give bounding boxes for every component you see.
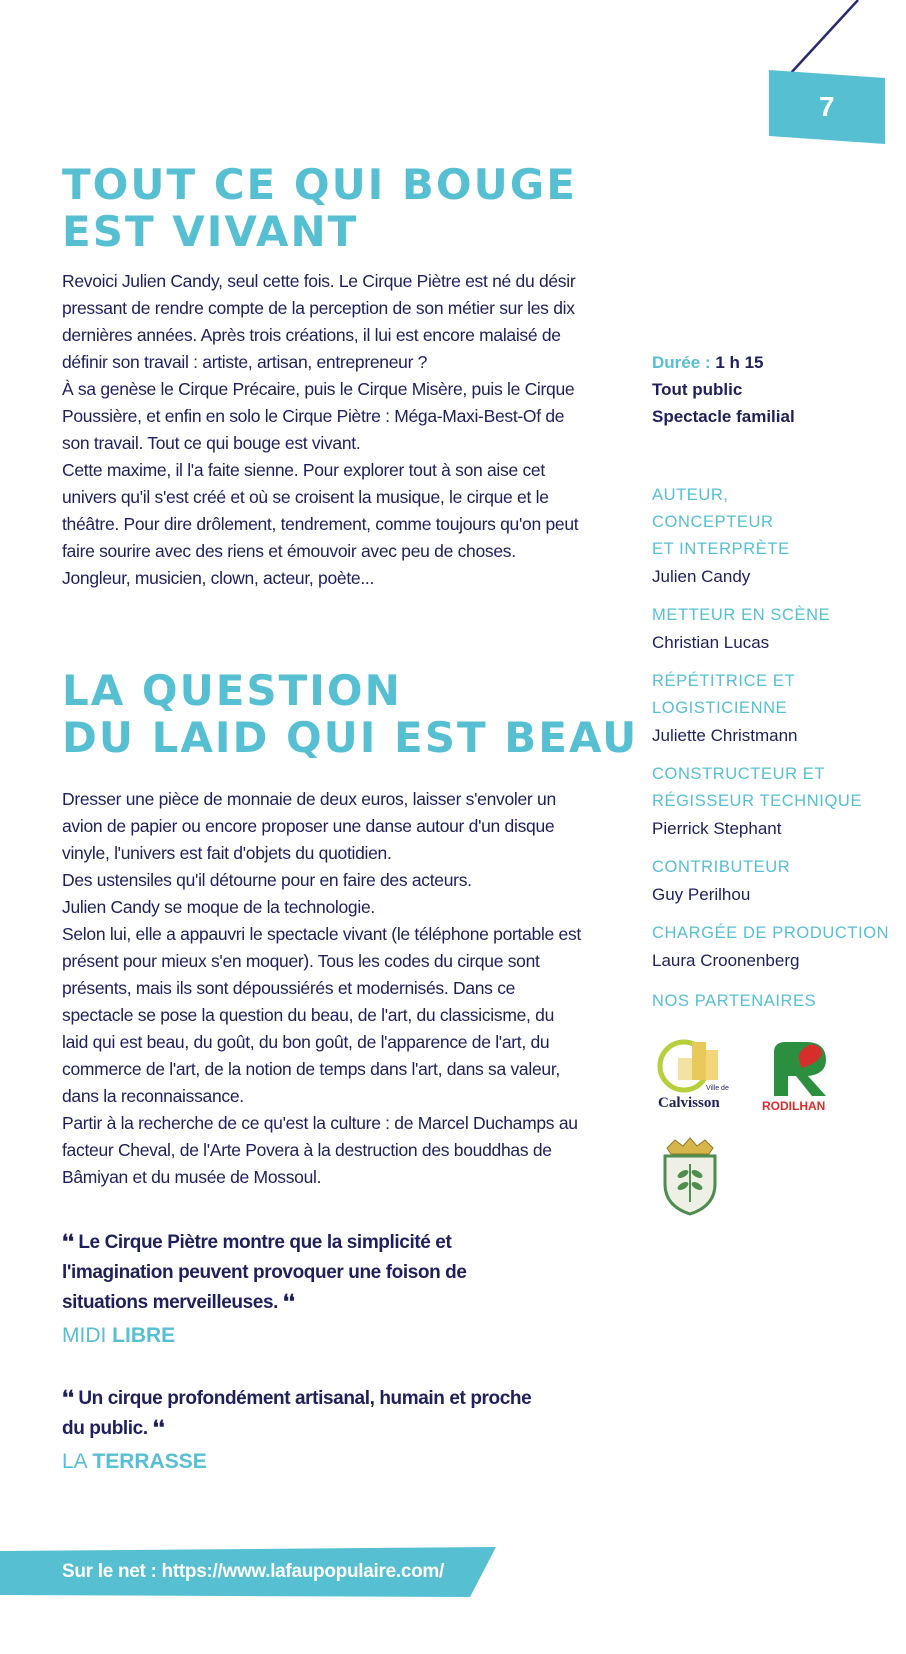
- section-title-2-line1: LA QUESTION: [62, 666, 402, 715]
- section-2-body: [62, 786, 582, 1191]
- audience: Tout public: [652, 380, 743, 399]
- partners-heading: NOS PARTENAIRES: [652, 992, 817, 1010]
- credit-item: [652, 482, 892, 590]
- section-title-2-line2: DU LAID QUI EST BEAU: [62, 713, 639, 762]
- rodilhan-logo: [756, 1034, 846, 1114]
- credit-name: Julien Candy: [652, 567, 751, 586]
- credit-role: [652, 854, 892, 881]
- credit-role-line: AUTEUR,: [652, 486, 729, 504]
- section-1-body: [62, 268, 582, 592]
- credit-name: Pierrick Stephant: [652, 819, 782, 838]
- quote-source-light: LA: [62, 1450, 93, 1473]
- show-type: Spectacle familial: [652, 407, 795, 426]
- credit-role-line: RÉGISSEUR TECHNIQUE: [652, 792, 863, 810]
- coat-of-arms-logo: [659, 1136, 721, 1216]
- calvisson-tower: [692, 1042, 706, 1080]
- credit-name: Guy Perilhou: [652, 885, 751, 904]
- credit-name: Christian Lucas: [652, 633, 770, 652]
- page-number-badge: [769, 70, 885, 144]
- section-2-paragraph: Selon lui, elle a appauvri le spectacle vivant (le téléphone portable est présent pour mieux s'en moquer). Tous les codes du cirque sont présents, mais ils sont dépoussiérés et modernisés. Dans ce spectacle se pose la question du beau, de l'art, du classicisme, du laid qui est beau, du goût, du bon goût, de l'apparence de l'art, du commerce de l'art, de la notion de temps dans l'art, dans sa valeur, dans la reconnaissance.: [62, 924, 581, 1106]
- section-1-paragraph: À sa genèse le Cirque Précaire, puis le Cirque Misère, puis le Cirque Poussière, et enfin en solo le Cirque Piètre : Méga-Maxi-Best-Of de son travail. Tout ce qui bouge est vivant.: [62, 379, 575, 453]
- page-number: 7: [819, 90, 835, 122]
- credit-role: [652, 761, 892, 815]
- credit-item: [652, 668, 892, 749]
- calvisson-building: [678, 1058, 692, 1080]
- credit-role-line: LOGISTICIENNE: [652, 699, 788, 717]
- section-title-1: [62, 161, 577, 255]
- credit-name: Juliette Christmann: [652, 726, 798, 745]
- section-2-paragraph: Des ustensiles qu'il détourne pour en faire des acteurs.: [62, 870, 472, 890]
- quote-text: ❛❛ Le Cirque Piètre montre que la simplicité et l'imagination peuvent provoquer une foison de situations merveilleuses. ❛❛: [62, 1232, 467, 1313]
- section-title-1-line2: EST VIVANT: [62, 207, 359, 256]
- credit-role: [652, 668, 892, 722]
- credit-item: [652, 920, 892, 974]
- quote-source: [62, 1446, 532, 1478]
- section-1-paragraph: Revoici Julien Candy, seul cette fois. Le Cirque Piètre est né du désir pressant de rendre compte de la perception de son métier sur les dix dernières années. Après trois créations, il lui est encore malaisé de définir son travail : artiste, artisan, entrepreneur ?: [62, 271, 576, 372]
- section-2-paragraph: Julien Candy se moque de la technologie.: [62, 897, 375, 917]
- credit-item: [652, 602, 892, 656]
- credit-item: [652, 761, 892, 842]
- section-2-paragraph: Dresser une pièce de monnaie de deux euros, laisser s'envoler un avion de papier ou encore proposer une danse autour d'un disque vinyle, l'univers est fait d'objets du quotidien.: [62, 789, 556, 863]
- credit-role: [652, 920, 892, 947]
- duration-line: [652, 349, 795, 376]
- quote-source-bold: LIBRE: [112, 1324, 176, 1347]
- credit-role-line: CONSTRUCTEUR ET: [652, 765, 826, 783]
- calvisson-small-text: Ville de: [706, 1085, 729, 1092]
- quote-source: [62, 1320, 532, 1352]
- section-title-1-line1: TOUT CE QUI BOUGE: [62, 160, 577, 209]
- section-title-2: [62, 667, 638, 761]
- calvisson-name: Calvisson: [658, 1095, 720, 1111]
- duration-value: 1 h 15: [715, 353, 764, 372]
- credit-role-line: METTEUR EN SCÈNE: [652, 606, 831, 624]
- credit-name: Laura Croonenberg: [652, 951, 800, 970]
- credit-role: [652, 482, 892, 563]
- quote-source-bold: TERRASSE: [92, 1450, 207, 1473]
- calvisson-tower: [706, 1050, 718, 1080]
- credit-role-line: RÉPÉTITRICE ET: [652, 672, 796, 690]
- crown-icon: [667, 1138, 713, 1154]
- quote-block: [62, 1228, 532, 1352]
- credit-role-line: CONTRIBUTEUR: [652, 858, 791, 876]
- quote-block: [62, 1384, 532, 1478]
- section-2-paragraph: Partir à la recherche de ce qu'est la culture : de Marcel Duchamps au facteur Cheval, de l'Arte Povera à la destruction des bouddhas de Bâmiyan et du musée de Mossoul.: [62, 1113, 578, 1187]
- credit-role-line: CHARGÉE DE PRODUCTION: [652, 924, 890, 942]
- credit-role-line: ET INTERPRÈTE: [652, 540, 790, 558]
- credit-role: [652, 602, 892, 629]
- credit-role-line: CONCEPTEUR: [652, 513, 774, 531]
- section-1-paragraph: Cette maxime, il l'a faite sienne. Pour explorer tout à son aise cet univers qu'il s'est créé et où se croisent la musique, le cirque et le théâtre. Pour dire drôlement, tendrement, comme toujours qu'on peut faire sourire avec des riens et émouvoir avec peu de choses. Jongleur, musicien, clown, acteur, poète...: [62, 460, 579, 588]
- quote-text: ❛❛ Un cirque profondément artisanal, humain et proche du public. ❛❛: [62, 1388, 532, 1439]
- calvisson-logo: [654, 1034, 738, 1114]
- duration-label: Durée :: [652, 353, 711, 372]
- rodilhan-name: RODILHAN: [762, 1099, 826, 1113]
- show-info: [652, 349, 795, 430]
- credit-item: [652, 854, 892, 908]
- footer-website-link[interactable]: Sur le net : https://www.lafaupopulaire.com/: [62, 1561, 444, 1582]
- credits-list: [652, 482, 892, 986]
- quote-source-light: MIDI: [62, 1324, 113, 1347]
